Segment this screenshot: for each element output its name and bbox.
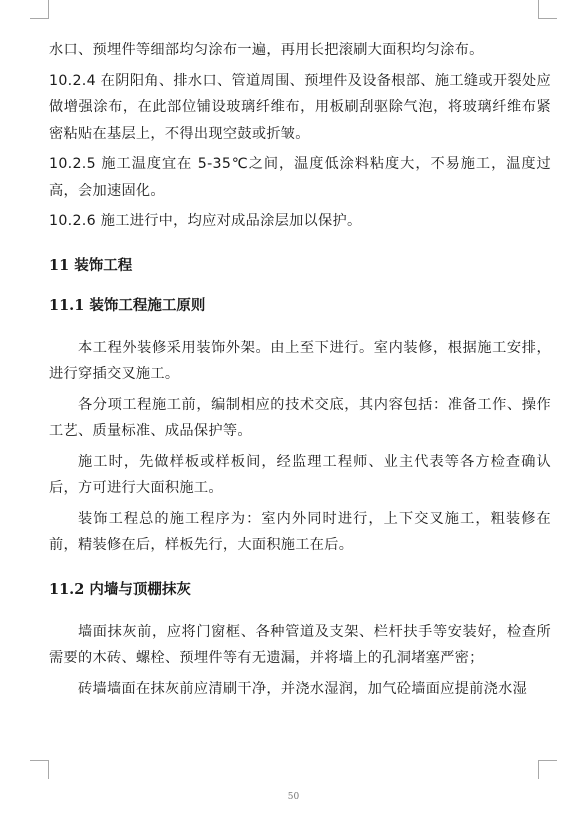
section-heading-11: 11 装饰工程 [49, 256, 133, 274]
paragraph-10-2-6: 10.2.6 施工进行中，均应对成品涂层加以保护。 [49, 213, 362, 229]
paragraph-11-1-a: 本工程外装修采用装饰外架。由上至下进行。室内装修，根据施工安排，进行穿插交叉施工。 [49, 339, 551, 382]
paragraph-11-1-c: 施工时，先做样板或样板间，经监理工程师、业主代表等各方检查确认后，方可进行大面积施工。 [49, 453, 551, 496]
section-heading-11-2: 11.2 内墙与顶棚抹灰 [49, 580, 191, 598]
paragraph-continuation: 水口、预埋件等细部均匀涂布一遍，再用长把滚刷大面积均匀涂布。 [49, 42, 484, 58]
section-heading-11-1: 11.1 装饰工程施工原则 [49, 296, 206, 314]
crop-mark-bottom-right [538, 760, 557, 779]
page-body [49, 37, 551, 706]
paragraph-11-1-b: 各分项工程施工前，编制相应的技术交底，其内容包括：准备工作、操作工艺、质量标准、成品保护等。 [49, 396, 551, 439]
page-number: 50 [287, 792, 300, 802]
paragraph-11-2-a: 墙面抹灰前，应将门窗框、各种管道及支架、栏杆扶手等安装好，检查所需要的木砖、螺栓、预埋件等有无遗漏，并将墙上的孔洞堵塞严密； [49, 623, 551, 666]
crop-mark-bottom-left [30, 760, 49, 779]
paragraph-11-1-d: 装饰工程总的施工程序为：室内外同时进行，上下交叉施工，粗装修在前，精装修在后，样板先行，大面积施工在后。 [49, 510, 551, 553]
paragraph-10-2-4: 10.2.4 在阴阳角、排水口、管道周围、预埋件及设备根部、施工缝或开裂处应做增强涂布，在此部位铺设玻璃纤维布，用板刷刮驱除气泡，将玻璃纤维布紧密粘贴在基层上，不得出现空鼓或折皱。 [49, 72, 551, 142]
paragraph-10-2-5: 10.2.5 施工温度宜在 5-35℃之间，温度低涂料粘度大，不易施工，温度过高，会加速固化。 [49, 156, 551, 199]
crop-mark-top-left [30, 0, 49, 19]
crop-mark-top-right [538, 0, 557, 19]
paragraph-11-2-b: 砖墙墙面在抹灰前应清刷干净，并浇水湿润，加气砼墙面应提前浇水湿 [78, 680, 528, 697]
